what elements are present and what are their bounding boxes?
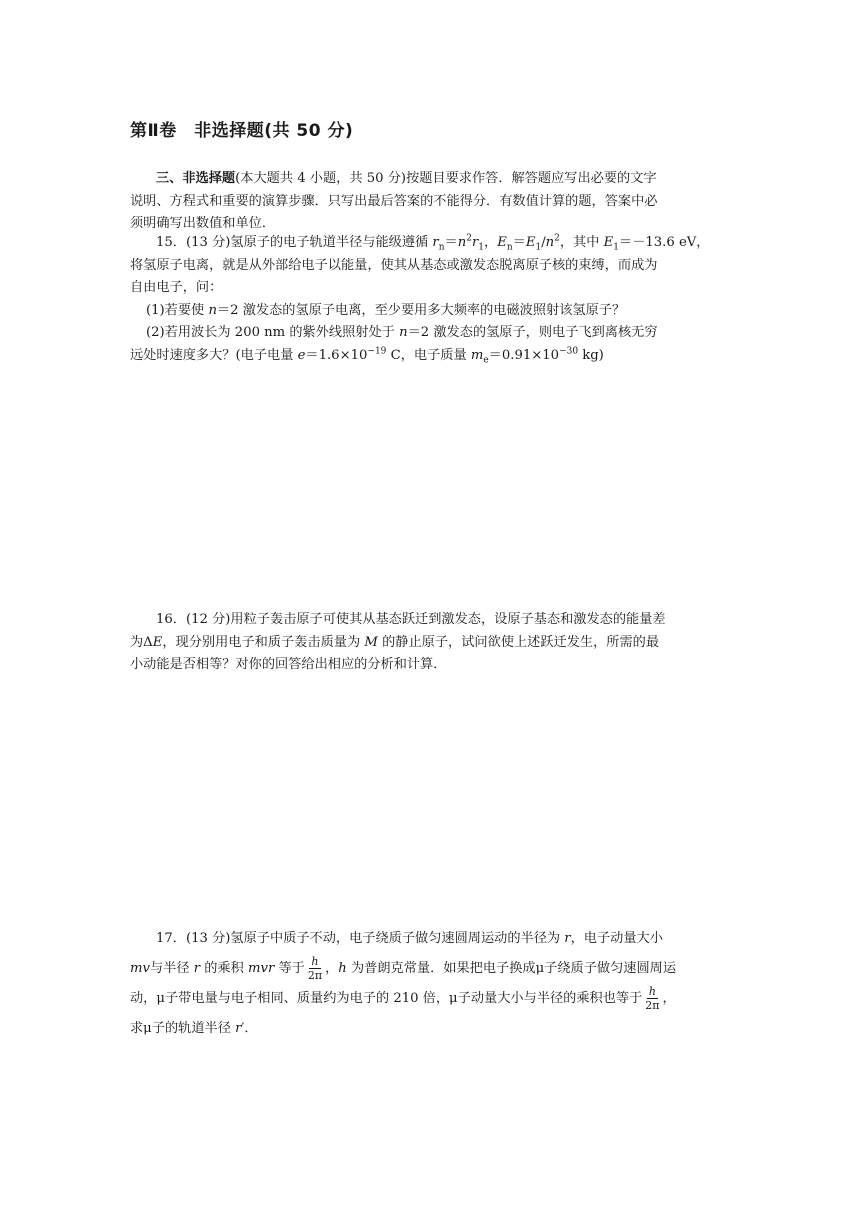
q17-line-1: 17．(13 分)氢原子中质子不动，电子绕质子做匀速圆周运动的半径为 r，电子动量大小 bbox=[156, 931, 663, 946]
q15-line-1: 15．(13 分)氢原子的电子轨道半径与能级遵循 $r_n=n^2r_1$，$E_n=E_1/n^2$，其中 $E_1=-13.6$ eV， bbox=[156, 233, 710, 253]
question-16 bbox=[130, 609, 730, 677]
q17-line-3: 动，μ子带电量与电子相同、质量约为电子的 210 倍，μ子动量大小与半径的乘积也等于 $\frac{h}{2\pi}$ ， bbox=[130, 985, 676, 1012]
section-title: 第Ⅱ卷 非选择题(共 50 分) bbox=[130, 121, 354, 141]
instructions-line-3: 须明确写出数值和单位． bbox=[130, 216, 276, 231]
instructions bbox=[130, 168, 730, 236]
h-over-2pi-fraction-2: $\frac{h}{2\pi}$ bbox=[645, 985, 660, 1012]
q15-line-2: 将氢原子电离，就是从外部给电子以能量，使其从基态或激发态脱离原子核的束缚，而成为 bbox=[130, 257, 658, 273]
instructions-line-2: 说明、方程式和重要的演算步骤．只写出最后答案的不能得分．有数值计算的题，答案中必 bbox=[130, 193, 658, 209]
q17-line-2: mv与半径 r 的乘积 mvr 等于 $\frac{h}{2\pi}$ ，h 为普朗克常量．如果把电子换成μ子绕质子做匀速圆周运 bbox=[130, 955, 677, 982]
instructions-heading: 三、非选择题 bbox=[156, 171, 236, 186]
q15-part-1: (1)若要使 n＝2 激发态的氢原子电离，至少要用多大频率的电磁波照射该氢原子？ bbox=[146, 302, 626, 318]
q17-line-4: 求μ子的轨道半径 r′． bbox=[130, 1021, 258, 1036]
question-15 bbox=[130, 232, 730, 367]
h-over-2pi-fraction: $\frac{h}{2\pi}$ bbox=[307, 955, 323, 982]
q16-line-1: 16．(12 分)用粒子轰击原子可使其从基态跃迁到激发态，设原子基态和激发态的能量差 bbox=[156, 612, 666, 627]
q16-line-3: 小动能是否相等？对你的回答给出相应的分析和计算． bbox=[130, 657, 447, 672]
q15-part-2: (2)若用波长为 200 nm 的紫外线照射处于 n＝2 激发态的氢原子，则电子飞到离核无穷 bbox=[146, 325, 658, 340]
q15-part-2-line-2: 远处时速度多大？(电子电量 $e=1.6\times 10^{-19}$ C，电子质量 $m_e=0.91\times 10^{-30}$ kg) bbox=[130, 346, 604, 366]
q15-line-3: 自由电子，问： bbox=[130, 280, 223, 295]
instructions-line-1: 三、非选择题(本大题共 4 小题，共 50 分)按题目要求作答．解答题应写出必要的文字 bbox=[156, 171, 657, 186]
q16-line-2: 为ΔE，现分别用电子和质子轰击质量为 M 的静止原子，试问欲使上述跃迁发生，所需的最 bbox=[130, 634, 660, 650]
question-17 bbox=[130, 924, 730, 1044]
